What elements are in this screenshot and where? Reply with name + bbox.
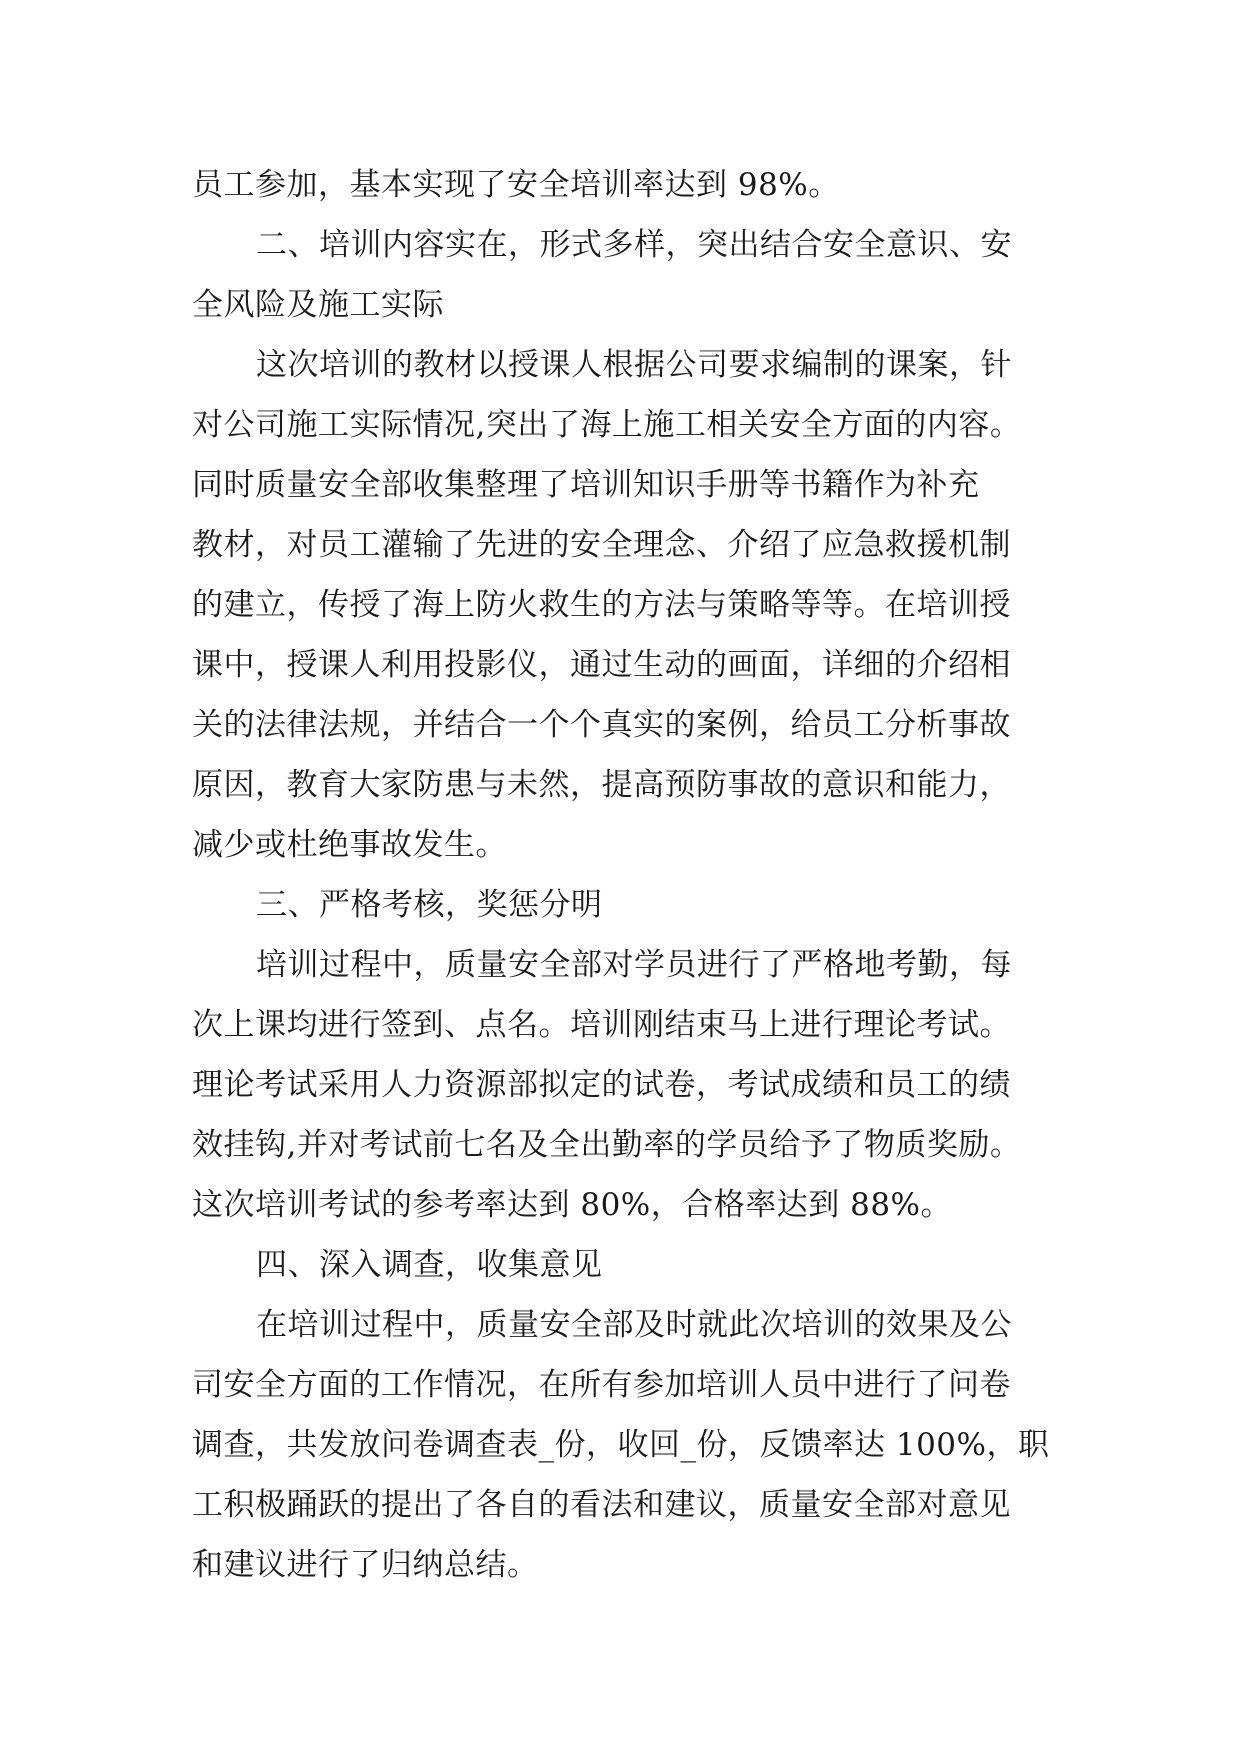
section-heading-4: 四、深入调查，收集意见: [256, 1247, 603, 1283]
body-line: 同时质量安全部收集整理了培训知识手册等书籍作为补充: [192, 467, 980, 503]
body-line: 原因，教育大家防患与未然，提高预防事故的意识和能力，: [192, 767, 1011, 803]
section-heading-3: 三、严格考核，奖惩分明: [256, 887, 603, 923]
body-line: 关的法律法规，并结合一个个真实的案例，给员工分析事故: [192, 707, 1011, 743]
body-line: 减少或杜绝事故发生。: [192, 827, 507, 863]
body-line: 在培训过程中，质量安全部及时就此次培训的效果及公: [256, 1307, 1012, 1343]
body-line: 教材，对员工灌输了先进的安全理念、介绍了应急救援机制: [192, 527, 1011, 563]
body-line: 和建议进行了归纳总结。: [192, 1547, 539, 1583]
body-line: 效挂钩,并对考试前七名及全出勤率的学员给予了物质奖励。: [192, 1127, 1022, 1163]
body-line: 培训过程中，质量安全部对学员进行了严格地考勤，每: [256, 947, 1012, 983]
body-line: 对公司施工实际情况,突出了海上施工相关安全方面的内容。: [192, 407, 1022, 443]
body-line: 司安全方面的工作情况，在所有参加培训人员中进行了问卷: [192, 1367, 1011, 1403]
body-line: 课中，授课人利用投影仪，通过生动的画面，详细的介绍相: [192, 647, 1011, 683]
document-body: [192, 155, 1052, 1595]
body-line: 这次培训考试的参考率达到 80%，合格率达到 88%。: [192, 1187, 953, 1223]
body-line: 理论考试采用人力资源部拟定的试卷，考试成绩和员工的绩: [192, 1067, 1011, 1103]
body-line: 工积极踊跃的提出了各自的看法和建议，质量安全部对意见: [192, 1487, 1011, 1523]
body-line: 调查，共发放问卷调查表_份，收回_份，反馈率达 100%，职: [192, 1427, 1050, 1463]
body-line: 的建立，传授了海上防火救生的方法与策略等等。在培训授: [192, 587, 1011, 623]
body-line: 这次培训的教材以授课人根据公司要求编制的课案，针: [256, 347, 1012, 383]
body-line: 次上课均进行签到、点名。培训刚结束马上进行理论考试。: [192, 1007, 1011, 1043]
section-heading-2: 二、培训内容实在，形式多样，突出结合安全意识、安: [256, 227, 1012, 263]
body-line: 员工参加，基本实现了安全培训率达到 98%。: [192, 167, 840, 203]
section-heading-2-cont: 全风险及施工实际: [192, 287, 444, 323]
